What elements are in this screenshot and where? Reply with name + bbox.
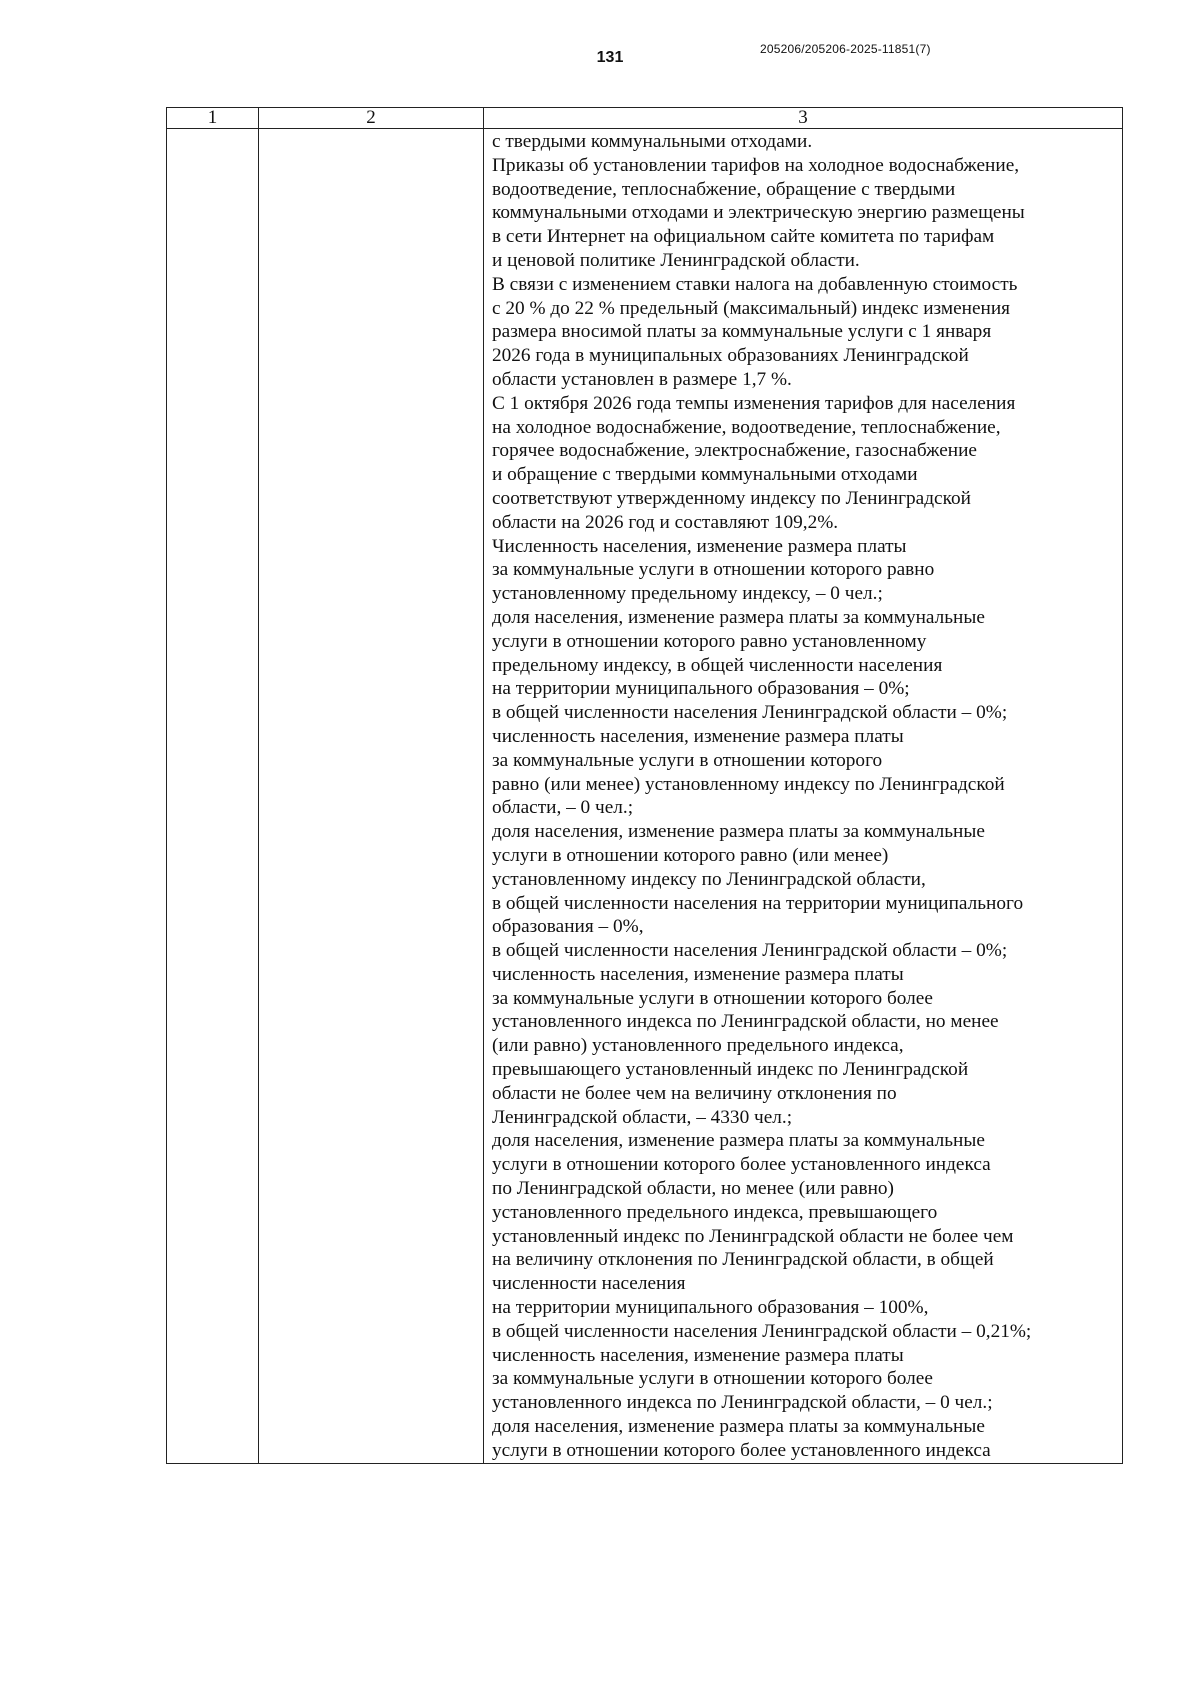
cell-column-1 [167,129,259,1464]
text-line: с твердыми коммунальными отходами. [492,131,813,152]
column-3-text [484,129,1122,1463]
text-line: предельному индексу, в общей численности населения [492,654,943,676]
text-line: на территории муниципального образования – 100%, [492,1297,929,1319]
text-line: (или равно) установленного предельного индекса, [492,1035,904,1057]
text-line: доля населения, изменение размера платы за коммунальные [492,606,985,628]
text-line: С 1 октября 2026 года темпы изменения тарифов для населения [492,392,1016,414]
text-line: на территории муниципального образования – 0%; [492,678,910,700]
text-line: области не более чем на величину отклонения по [492,1082,897,1104]
text-line: за коммунальные услуги в отношении которого более [492,1368,933,1390]
cell-column-2 [259,129,484,1464]
text-line: за коммунальные услуги в отношении которого более [492,987,933,1009]
column-header-3: 3 [484,108,1123,129]
text-line: численности населения [492,1273,686,1295]
text-line: Численность населения, изменение размера платы [492,535,907,557]
text-line: 2026 года в муниципальных образованиях Ленинградской [492,345,969,367]
text-line: установленному индексу по Ленинградской области, [492,868,926,890]
text-line: услуги в отношении которого более установленного индекса [492,1439,991,1461]
text-line: в общей численности населения на территории муниципального [492,892,1024,914]
cell-column-3 [484,129,1123,1464]
text-line: услуги в отношении которого равно установленному [492,630,927,652]
text-line: установленный индекс по Ленинградской области не более чем [492,1225,1014,1247]
column-header-1: 1 [167,108,259,129]
text-line: образования – 0%, [492,916,644,938]
text-line: размера вносимой платы за коммунальные услуги с 1 января [492,321,992,343]
text-line: водоотведение, теплоснабжение, обращение с твердыми [492,178,956,200]
text-line: установленного индекса по Ленинградской области, – 0 чел.; [492,1392,993,1414]
text-line: доля населения, изменение размера платы за коммунальные [492,1416,985,1438]
text-line: в общей численности населения Ленинградской области – 0%; [492,702,1008,724]
text-line: и обращение с твердыми коммунальными отходами [492,464,918,486]
text-line: услуги в отношении которого более установленного индекса [492,1154,991,1176]
text-line: установленному предельному индексу, – 0 чел.; [492,583,883,605]
text-line: на величину отклонения по Ленинградской области, в общей [492,1249,994,1271]
text-line: и ценовой политике Ленинградской области. [492,249,860,271]
document-table [166,107,1123,1464]
text-line: горячее водоснабжение, электроснабжение, газоснабжение [492,440,977,462]
text-line: установленного предельного индекса, превышающего [492,1201,938,1223]
table-header-row [167,108,1123,129]
text-line: численность населения, изменение размера платы [492,963,904,985]
text-line: с 20 % до 22 % предельный (максимальный) индекс изменения [492,297,1011,319]
text-line: на холодное водоснабжение, водоотведение, теплоснабжение, [492,416,1001,438]
text-line: в сети Интернет на официальном сайте комитета по тарифам [492,226,995,248]
text-line: доля населения, изменение размера платы за коммунальные [492,1130,985,1152]
text-line: коммунальными отходами и электрическую энергию размещены [492,202,1025,224]
text-line: по Ленинградской области, но менее (или равно) [492,1178,894,1200]
text-line: численность населения, изменение размера платы [492,1344,904,1366]
text-line: доля населения, изменение размера платы за коммунальные [492,821,985,843]
text-line: за коммунальные услуги в отношении которого равно [492,559,935,581]
text-line: области, – 0 чел.; [492,797,634,819]
text-line: соответствуют утвержденному индексу по Ленинградской [492,487,971,509]
text-line: области установлен в размере 1,7 %. [492,368,792,390]
text-line: области на 2026 год и составляют 109,2%. [492,511,839,533]
text-line: за коммунальные услуги в отношении которого [492,749,883,771]
column-header-2: 2 [259,108,484,129]
text-line: установленного индекса по Ленинградской области, но менее [492,1011,999,1033]
text-line: в общей численности населения Ленинградской области – 0%; [492,940,1008,962]
text-line: услуги в отношении которого равно (или менее) [492,844,889,866]
text-line: В связи с изменением ставки налога на добавленную стоимость [492,273,1018,295]
table-row [167,129,1123,1464]
text-line: равно (или менее) установленному индексу по Ленинградской [492,773,1005,795]
text-line: Приказы об установлении тарифов на холодное водоснабжение, [492,154,1020,176]
text-line: превышающего установленный индекс по Ленинградской [492,1059,969,1081]
text-line: Ленинградской области, – 4330 чел.; [492,1106,793,1128]
page-number: 131 [596,49,624,66]
text-line: численность населения, изменение размера платы [492,725,904,747]
text-line: в общей численности населения Ленинградской области – 0,21%; [492,1320,1032,1342]
document-id: 205206/205206-2025-11851(7) [760,42,931,56]
